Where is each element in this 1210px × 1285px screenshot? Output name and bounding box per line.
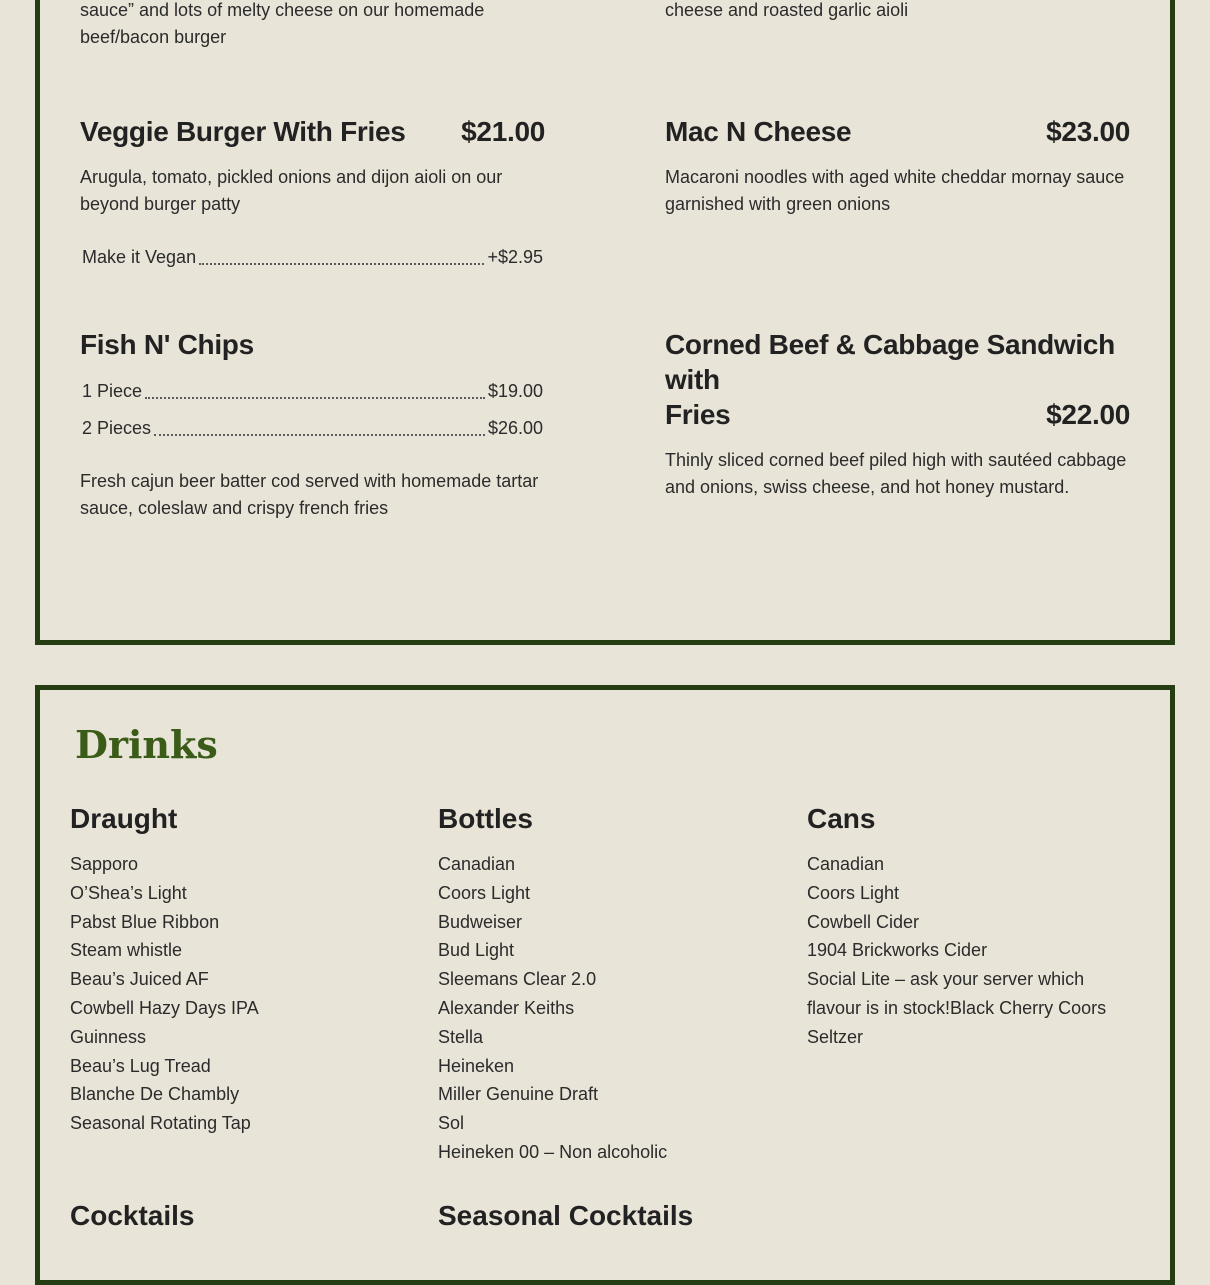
item-name-line2: Fries xyxy=(665,399,731,430)
list-item: Coors Light xyxy=(438,882,531,903)
draught-column xyxy=(70,802,410,1138)
dotted-leader xyxy=(199,263,484,265)
item-name-row2 xyxy=(665,397,1130,432)
option-label: Make it Vegan xyxy=(82,247,197,267)
list-item: Sleemans Clear 2.0 xyxy=(438,969,597,990)
list-item: Guinness xyxy=(70,1026,147,1047)
option-price: $19.00 xyxy=(487,381,543,401)
food-menu-panel xyxy=(35,0,1175,645)
list-item: Canadian xyxy=(438,854,516,874)
drinks-title: Drinks xyxy=(75,722,218,767)
option-price: $26.00 xyxy=(487,418,543,438)
item-desc: Macaroni noodles with aged white cheddar mornay sauce garnished with green onions xyxy=(665,167,1125,214)
list-item: Social Lite – ask your server which xyxy=(807,969,1085,990)
item-name-line1: Corned Beef & Cabbage Sandwich with xyxy=(665,329,1115,395)
list-item: Pabst Blue Ribbon xyxy=(70,911,220,932)
draught-list xyxy=(70,850,410,1138)
list-item: Cowbell Hazy Days IPA xyxy=(70,997,259,1018)
list-item: Seasonal Rotating Tap xyxy=(70,1113,251,1134)
list-item: Budweiser xyxy=(438,911,523,932)
menu-item-fish-n-chips xyxy=(80,327,545,522)
list-item: Miller Genuine Draft xyxy=(438,1084,599,1105)
top-right-item-desc: cheese and roasted garlic aioli xyxy=(665,0,909,20)
item-desc: Fresh cajun beer batter cod served with homemade tartar sauce, coleslaw and crispy french fries xyxy=(80,471,539,518)
top-left-item xyxy=(80,0,545,51)
item-option-2-pieces xyxy=(80,416,545,440)
top-left-item-desc: sauce” and lots of melty cheese on our homemade beef/bacon burger xyxy=(80,0,485,47)
list-item: Bud Light xyxy=(438,940,515,961)
option-price: +$2.95 xyxy=(487,247,543,267)
item-name: Veggie Burger With Fries xyxy=(80,116,406,147)
bottles-title: Bottles xyxy=(438,803,533,834)
item-price: $23.00 xyxy=(1046,116,1130,147)
item-header xyxy=(665,327,1130,432)
list-item: Alexander Keiths xyxy=(438,997,575,1018)
menu-item-veggie-burger xyxy=(80,114,545,269)
list-item: 1904 Brickworks Cider xyxy=(807,940,988,961)
cocktails-title: Cocktails xyxy=(70,1200,195,1231)
item-name: Mac N Cheese xyxy=(665,116,852,147)
cans-list xyxy=(807,850,1147,1052)
option-label: 1 Piece xyxy=(82,381,143,401)
bottles-list xyxy=(438,850,778,1167)
item-header xyxy=(80,327,545,362)
list-item: flavour is in stock!Black Cherry Coors xyxy=(807,997,1107,1018)
item-desc: Thinly sliced corned beef piled high with sautéed cabbage and onions, swiss cheese, and hot honey mustard. xyxy=(665,450,1127,497)
list-item: Canadian xyxy=(807,854,885,874)
list-item: Heineken 00 – Non alcoholic xyxy=(438,1141,668,1162)
item-price: $22.00 xyxy=(1046,399,1130,430)
list-item: Sol xyxy=(438,1113,465,1134)
list-item: O’Shea’s Light xyxy=(70,882,187,903)
list-item: Steam whistle xyxy=(70,940,183,961)
top-right-item xyxy=(665,0,1130,24)
drinks-menu-panel xyxy=(35,685,1175,1285)
menu-item-corned-beef xyxy=(665,327,1130,501)
draught-title: Draught xyxy=(70,803,178,834)
list-item: Stella xyxy=(438,1026,484,1047)
menu-item-mac-n-cheese xyxy=(665,114,1130,218)
list-item: Sapporo xyxy=(70,854,139,874)
list-item: Beau’s Lug Tread xyxy=(70,1055,211,1076)
option-label: 2 Pieces xyxy=(82,418,152,438)
item-option-1-piece xyxy=(80,379,545,403)
cans-column xyxy=(807,802,1147,1052)
seasonal-cocktails-title: Seasonal Cocktails xyxy=(438,1200,694,1231)
cans-title: Cans xyxy=(807,803,876,834)
item-desc: Arugula, tomato, pickled onions and dijon aioli on our beyond burger patty xyxy=(80,167,503,214)
list-item: Beau’s Juiced AF xyxy=(70,969,209,990)
list-item: Heineken xyxy=(438,1055,515,1076)
item-header xyxy=(665,114,1130,149)
dotted-leader xyxy=(145,397,485,399)
item-header xyxy=(80,114,545,149)
list-item: Cowbell Cider xyxy=(807,911,920,932)
list-item: Blanche De Chambly xyxy=(70,1084,240,1105)
bottles-column xyxy=(438,802,778,1167)
dotted-leader xyxy=(154,434,485,436)
list-item: Seltzer xyxy=(807,1026,864,1047)
item-name: Fish N' Chips xyxy=(80,329,254,360)
item-option-vegan xyxy=(80,245,545,269)
list-item: Coors Light xyxy=(807,882,900,903)
item-price: $21.00 xyxy=(461,116,545,147)
